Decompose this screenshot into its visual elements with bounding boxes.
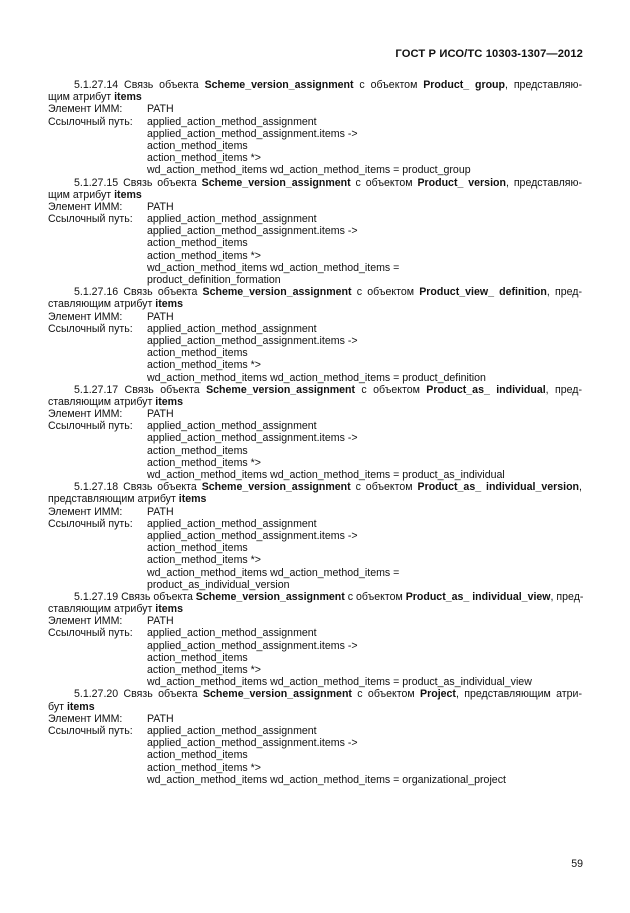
reference-path-line: wd_action_method_items wd_action_method_items = product_as_individual <box>147 469 505 481</box>
reference-path-line: action_method_items *> <box>147 761 261 774</box>
reference-path-line: applied_action_method_assignment.items -> <box>147 225 358 238</box>
text: с объектом <box>351 688 421 701</box>
reference-path-line: action_method_items <box>147 651 248 664</box>
imm-element-row <box>48 311 582 323</box>
imm-label: Элемент ИММ: <box>48 615 123 628</box>
target-entity-name: Product_view_ definition <box>419 286 547 299</box>
section-heading <box>48 591 582 603</box>
reference-path-line: action_method_items *> <box>147 152 261 165</box>
reference-path-line: wd_action_method_items wd_action_method_items = product_definition <box>147 371 486 384</box>
reference-path-line: action_method_items <box>147 542 248 555</box>
target-entity-name: Product_ version <box>417 176 506 189</box>
section-number: 5.1.27.19 <box>74 590 119 603</box>
heading-continuation <box>48 91 582 103</box>
reference-path-row <box>48 518 582 530</box>
entity-name: Scheme_version_assignment <box>204 79 354 91</box>
reference-path-line: wd_action_method_items wd_action_method_items = product_as_individual_view <box>147 676 532 689</box>
document-body <box>48 79 582 786</box>
reference-path-row <box>48 225 582 237</box>
text: Связь объекта <box>118 176 202 189</box>
reference-path-label: Ссылочный путь: <box>48 115 133 128</box>
reference-path-line: product_definition_formation <box>147 274 281 286</box>
section-5-1-27-17 <box>48 384 582 482</box>
attribute-name: items <box>155 395 183 408</box>
text: Связь объекта <box>118 383 207 396</box>
reference-path-line: action_method_items *> <box>147 456 261 469</box>
reference-path-row <box>48 213 582 225</box>
text: , пред- <box>550 590 584 603</box>
section-5-1-27-15 <box>48 177 582 287</box>
reference-path-label: Ссылочный путь: <box>48 517 133 530</box>
entity-name: Scheme_version_assignment <box>206 383 356 396</box>
reference-path-line: wd_action_method_items wd_action_method_items = <box>147 261 400 274</box>
attribute-name: items <box>114 188 142 201</box>
imm-value: PATH <box>147 103 174 116</box>
reference-path-row <box>48 420 582 432</box>
target-entity-name: Product_ group <box>423 79 506 91</box>
reference-path-line: applied_action_method_assignment.items -> <box>147 529 358 542</box>
target-entity-name: Product_as_ individual_view <box>405 590 551 603</box>
reference-path-line: applied_action_method_assignment.items -> <box>147 737 358 750</box>
reference-path-row <box>48 274 582 286</box>
reference-path-row <box>48 530 582 542</box>
section-heading <box>48 286 582 298</box>
text: , пред- <box>545 383 582 396</box>
text: бут <box>48 700 67 713</box>
imm-element-row <box>48 506 582 518</box>
section-heading <box>48 481 582 493</box>
text: , представляю- <box>505 176 582 189</box>
imm-value: PATH <box>147 310 174 323</box>
reference-path-row <box>48 749 582 761</box>
reference-path-label: Ссылочный путь: <box>48 322 133 335</box>
reference-path-row <box>48 554 582 566</box>
reference-path-row <box>48 347 582 359</box>
reference-path-line: wd_action_method_items wd_action_method_items = product_group <box>147 164 471 177</box>
reference-path-row <box>48 445 582 457</box>
reference-path-line: applied_action_method_assignment <box>147 517 317 530</box>
reference-path-line: applied_action_method_assignment <box>147 724 317 737</box>
reference-path-row <box>48 152 582 164</box>
text: , представляющим атри- <box>455 688 582 701</box>
entity-name: Scheme_version_assignment <box>202 688 352 701</box>
text: Связь объекта <box>118 481 202 494</box>
attribute-name: items <box>155 603 183 616</box>
reference-path-line: wd_action_method_items wd_action_method_items = organizational_project <box>147 773 506 786</box>
reference-path-row <box>48 652 582 664</box>
entity-name: Scheme_version_assignment <box>195 590 345 603</box>
reference-path-row <box>48 725 582 737</box>
text: Связь объекта <box>118 286 203 299</box>
heading-continuation <box>48 701 582 713</box>
section-5-1-27-16 <box>48 286 582 384</box>
attribute-name: items <box>155 298 183 311</box>
text: ставляющим атрибут <box>48 395 156 408</box>
text: , представляю- <box>505 79 582 91</box>
reference-path-row <box>48 335 582 347</box>
section-heading <box>48 384 582 396</box>
target-entity-name: Product_as_ individual_version <box>417 481 580 494</box>
text: ставляющим атрибут <box>48 298 156 311</box>
text: , <box>579 481 582 494</box>
section-heading <box>48 79 582 91</box>
reference-path-line: action_method_items *> <box>147 359 261 372</box>
reference-path-row <box>48 432 582 444</box>
imm-label: Элемент ИММ: <box>48 310 123 323</box>
reference-path-row <box>48 372 582 384</box>
text: Связь объекта <box>118 79 205 91</box>
reference-path-line: applied_action_method_assignment <box>147 420 317 433</box>
section-heading <box>48 688 582 700</box>
reference-path-row <box>48 359 582 371</box>
reference-path-line: action_method_items *> <box>147 664 261 676</box>
text: , пред- <box>546 286 582 299</box>
imm-element-row <box>48 408 582 420</box>
reference-path-row <box>48 567 582 579</box>
text: с объектом <box>351 286 420 299</box>
imm-value: PATH <box>147 408 174 421</box>
page-number: 59 <box>571 858 583 870</box>
entity-name: Scheme_version_assignment <box>201 176 351 189</box>
target-entity-name: Project <box>420 688 456 701</box>
reference-path-row <box>48 237 582 249</box>
reference-path-row <box>48 774 582 786</box>
imm-value: PATH <box>147 505 174 518</box>
text: с объектом <box>353 79 424 91</box>
imm-element-row <box>48 615 582 627</box>
section-number: 5.1.27.20 <box>74 688 119 701</box>
reference-path-row <box>48 116 582 128</box>
reference-path-row <box>48 469 582 481</box>
heading-continuation <box>48 396 582 408</box>
reference-path-line: applied_action_method_assignment.items -> <box>147 127 358 140</box>
text: представляющим атрибут <box>48 493 179 506</box>
section-5-1-27-18 <box>48 481 582 591</box>
imm-label: Элемент ИММ: <box>48 712 123 725</box>
imm-label: Элемент ИММ: <box>48 505 123 518</box>
imm-label: Элемент ИММ: <box>48 200 123 213</box>
heading-continuation <box>48 493 582 505</box>
reference-path-line: applied_action_method_assignment <box>147 627 317 640</box>
reference-path-line: applied_action_method_assignment <box>147 322 317 335</box>
section-5-1-27-20 <box>48 688 582 786</box>
reference-path-row <box>48 140 582 152</box>
text: с объектом <box>350 481 418 494</box>
reference-path-line: applied_action_method_assignment <box>147 115 317 128</box>
text: с объектом <box>350 176 418 189</box>
imm-element-row <box>48 713 582 725</box>
reference-path-row <box>48 762 582 774</box>
reference-path-row <box>48 627 582 639</box>
imm-element-row <box>48 201 582 213</box>
reference-path-row <box>48 323 582 335</box>
imm-value: PATH <box>147 200 174 213</box>
reference-path-line: action_method_items <box>147 444 248 457</box>
text: Связь объекта <box>118 590 196 603</box>
reference-path-row <box>48 664 582 676</box>
reference-path-row <box>48 250 582 262</box>
reference-path-row <box>48 579 582 591</box>
section-number: 5.1.27.14 <box>74 79 119 91</box>
entity-name: Scheme_version_assignment <box>201 481 351 494</box>
imm-element-row <box>48 103 582 115</box>
text: с объектом <box>355 383 427 396</box>
page-header: ГОСТ Р ИСО/ТС 10303-1307—2012 <box>395 48 583 60</box>
reference-path-line: applied_action_method_assignment.items -> <box>147 639 358 652</box>
reference-path-line: product_as_individual_version <box>147 578 290 591</box>
section-number: 5.1.27.15 <box>74 176 119 189</box>
reference-path-label: Ссылочный путь: <box>48 213 133 226</box>
section-5-1-27-19 <box>48 591 582 689</box>
section-5-1-27-14 <box>48 79 582 177</box>
reference-path-row <box>48 164 582 176</box>
text: Связь объекта <box>118 688 203 701</box>
reference-path-row <box>48 457 582 469</box>
heading-continuation <box>48 298 582 310</box>
section-heading <box>48 177 582 189</box>
imm-label: Элемент ИММ: <box>48 103 123 116</box>
heading-continuation <box>48 603 582 615</box>
entity-name: Scheme_version_assignment <box>202 286 352 299</box>
reference-path-line: action_method_items <box>147 749 248 762</box>
reference-path-row <box>48 676 582 688</box>
reference-path-line: action_method_items *> <box>147 554 261 567</box>
imm-value: PATH <box>147 615 174 628</box>
section-number: 5.1.27.17 <box>74 383 119 396</box>
reference-path-label: Ссылочный путь: <box>48 724 133 737</box>
section-number: 5.1.27.18 <box>74 481 119 494</box>
reference-path-line: action_method_items <box>147 347 248 360</box>
target-entity-name: Product_as_ individual <box>426 383 546 396</box>
text: щим атрибут <box>48 188 115 201</box>
text: ставляющим атрибут <box>48 603 156 616</box>
reference-path-row <box>48 262 582 274</box>
section-number: 5.1.27.16 <box>74 286 119 299</box>
imm-value: PATH <box>147 712 174 725</box>
reference-path-line: applied_action_method_assignment.items -> <box>147 432 358 445</box>
reference-path-row <box>48 640 582 652</box>
reference-path-label: Ссылочный путь: <box>48 420 133 433</box>
text: с объектом <box>344 590 406 603</box>
reference-path-line: applied_action_method_assignment <box>147 213 317 226</box>
reference-path-line: action_method_items *> <box>147 249 261 262</box>
reference-path-line: action_method_items <box>147 139 248 152</box>
reference-path-line: action_method_items <box>147 237 248 250</box>
reference-path-row <box>48 542 582 554</box>
text: щим атрибут <box>48 91 115 104</box>
attribute-name: items <box>178 493 207 506</box>
reference-path-row <box>48 737 582 749</box>
reference-path-line: wd_action_method_items wd_action_method_items = <box>147 566 400 579</box>
reference-path-row <box>48 128 582 140</box>
attribute-name: items <box>66 700 95 713</box>
reference-path-label: Ссылочный путь: <box>48 627 133 640</box>
reference-path-line: applied_action_method_assignment.items -> <box>147 334 358 347</box>
imm-label: Элемент ИММ: <box>48 408 123 421</box>
heading-continuation <box>48 189 582 201</box>
attribute-name: items <box>114 91 142 104</box>
